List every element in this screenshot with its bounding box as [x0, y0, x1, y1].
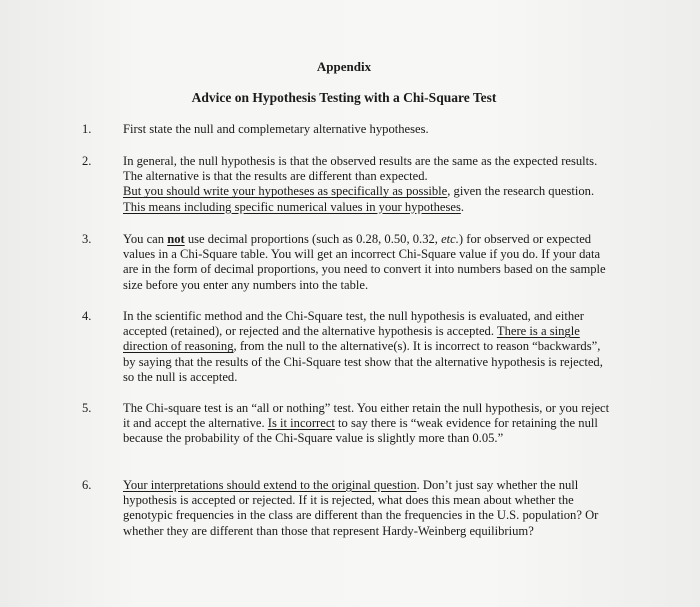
item-text — [123, 478, 613, 539]
item-text-segment: . Don’t just say whether the null hypothesis is accepted or rejected. If it is rejected, what does this mean about whether the genotypic frequencies in the class are different than the frequencies in the U.S. population? Or whether they are different than those that represent Hardy-Weinberg equilibrium? — [123, 478, 599, 538]
item-text-segment: use decimal proportions (such as 0.28, 0.50, 0.32, — [184, 232, 442, 246]
item-text-segment: First state the null and complemetary alternative hypotheses. — [123, 122, 429, 136]
item-text — [123, 232, 613, 293]
underlined-text: This means including specific numerical values in your hypotheses — [123, 199, 461, 214]
item-number: 4. — [82, 309, 92, 323]
item-text-segment: , given the research question. — [447, 184, 595, 199]
item-text-segment: ) for observed or expected values in a Chi-Square table. You will get an incorrect Chi-Square value if you do. If your data are in the form of decimal proportions, you need to convert it into numbers based on the sample size before you enter any numbers into the table. — [123, 232, 606, 292]
underlined-text: Is it incorrect — [267, 416, 335, 431]
item-text — [123, 401, 613, 447]
item-number: 2. — [82, 154, 92, 168]
item-text-segment: The Chi-square test is an “all or nothing” test. You either retain the null hypothesis, or you reject it and accept the alternative. — [123, 401, 610, 431]
bold-underlined-text: not — [167, 232, 185, 246]
item-text — [123, 309, 613, 385]
item-number: 3. — [82, 232, 92, 246]
underlined-text: There is a single direction of reasoning — [123, 324, 580, 354]
item-text-segment: . — [460, 199, 465, 214]
item-text-segment: to say there is “weak evidence for retaining the null because the probability of the Chi-Square value is slightly more than 0.05.” — [123, 416, 598, 446]
item-text-segment: In the scientific method and the Chi-Square test, the null hypothesis is evaluated, and either accepted (retained), or rejected and the alternative hypothesis is accepted. — [123, 309, 584, 339]
underlined-text: Your interpretations should extend to the original question — [123, 478, 417, 492]
item-text — [123, 154, 613, 215]
italic-text: etc. — [441, 232, 459, 246]
underlined-text: But you should write your hypotheses as specifically as possible — [123, 184, 448, 199]
item-text — [123, 122, 613, 137]
item-number: 1. — [82, 122, 92, 136]
item-text-segment: In general, the null hypothesis is that the observed results are the same as the expected results. The alternative is that the results are different than expected. — [123, 154, 598, 184]
item-number: 6. — [82, 478, 92, 492]
item-text-segment: You can — [123, 232, 168, 246]
page-title: Appendix — [316, 59, 372, 74]
page-subtitle: Advice on Hypothesis Testing with a Chi-Square Test — [191, 90, 497, 105]
item-text-segment: , from the null to the alternative(s). It is incorrect to reason “backwards”, by saying that the results of the Chi-Square test show that the alternative hypothesis is rejected, so the null is accepted. — [123, 339, 603, 384]
item-number: 5. — [82, 401, 92, 415]
